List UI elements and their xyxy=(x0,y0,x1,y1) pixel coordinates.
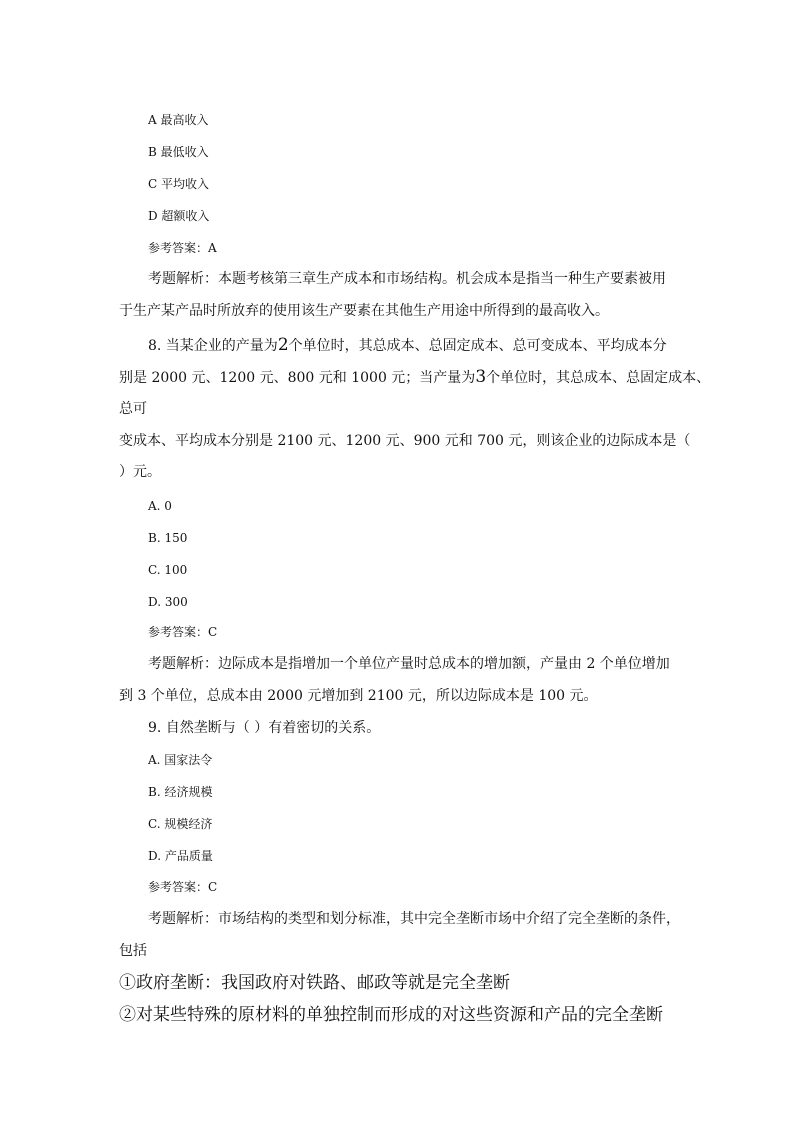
option-b: B 最低收入 xyxy=(148,145,209,159)
analysis-line: 考题解析：市场结构的类型和划分标准，其中完全垄断市场中介绍了完全垄断的条件， xyxy=(148,911,680,927)
analysis-line: ①政府垄断：我国政府对铁路、邮政等就是完全垄断 xyxy=(119,973,510,993)
answer: 参考答案：A xyxy=(148,241,217,255)
analysis-line: 包括 xyxy=(119,943,147,959)
analysis-line: 到 3 个单位，总成本由 2000 元增加到 2100 元，所以边际成本是 100 元。 xyxy=(119,688,598,704)
stem-text: 别是 2000 元、1200 元、800 元和 1000 元；当产量为 xyxy=(119,370,476,386)
option-a: A 最高收入 xyxy=(148,113,209,127)
option-d: D 超额收入 xyxy=(148,209,210,223)
question-stem: 总可 xyxy=(119,401,147,417)
option-d: D. 300 xyxy=(148,595,188,609)
analysis-line: 考题解析：边际成本是指增加一个单位产量时总成本的增加额，产量由 2 个单位增加 xyxy=(148,656,670,672)
option-c: C 平均收入 xyxy=(148,177,209,191)
analysis-line: 考题解析：本题考核第三章生产成本和市场结构。机会成本是指当一种生产要素被用 xyxy=(148,271,666,287)
question-stem: 9. 自然垄断与（ ）有着密切的关系。 xyxy=(148,720,381,736)
answer: 参考答案：C xyxy=(148,625,218,639)
option-c: C. 100 xyxy=(148,563,188,577)
question-stem xyxy=(148,335,667,356)
option-b: B. 经济规模 xyxy=(148,785,213,799)
option-b: B. 150 xyxy=(148,531,188,545)
stem-text: 个单位时，其总成本、总固定成本、总可变成本、平均成本分 xyxy=(288,338,667,354)
stem-number: 2 xyxy=(277,335,289,355)
option-d: D. 产品质量 xyxy=(148,849,213,863)
analysis-line: ②对某些特殊的原材料的单独控制而形成的对这些资源和产品的完全垄断 xyxy=(119,1005,663,1025)
stem-text: 8. 当某企业的产量为 xyxy=(148,338,278,354)
option-a: A. 0 xyxy=(148,499,172,513)
question-stem: ）元。 xyxy=(119,464,161,480)
question-stem xyxy=(119,367,710,388)
option-c: C. 规模经济 xyxy=(148,817,213,831)
analysis-line: 于生产某产品时所放弃的使用该生产要素在其他生产用途中所得到的最高收入。 xyxy=(119,303,609,319)
option-a: A. 国家法令 xyxy=(148,753,213,767)
stem-text: 个单位时，其总成本、总固定成本、 xyxy=(486,370,711,386)
answer: 参考答案：C xyxy=(148,880,218,894)
question-stem: 变成本、平均成本分别是 2100 元、1200 元、900 元和 700 元，则该企业的边际成本是（ xyxy=(119,433,691,449)
stem-number: 3 xyxy=(475,367,487,387)
